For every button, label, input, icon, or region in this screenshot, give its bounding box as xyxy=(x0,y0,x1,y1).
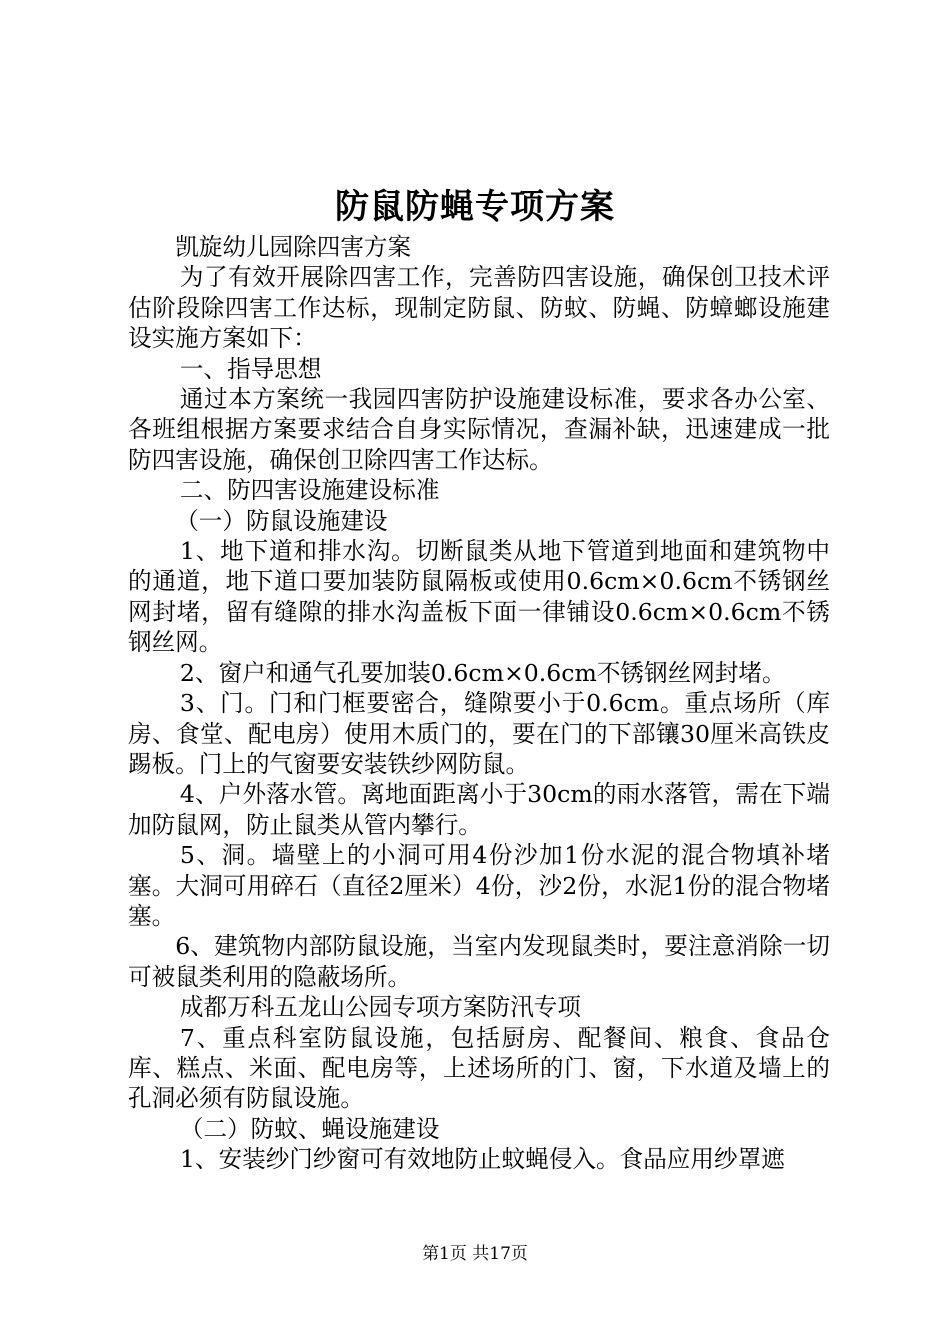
paragraph-item-key-rooms: 7、重点科室防鼠设施，包括厨房、配餐间、粮食、食品仓库、糕点、米面、配电房等，上述场所的门、窗，下水道及墙上的孔洞必须有防鼠设施。 xyxy=(128,1023,830,1113)
heading-rodent-proof-facilities: （一）防鼠设施建设 xyxy=(175,506,388,535)
heading-mosquito-fly-facilities: （二）防蚊、蝇设施建设 xyxy=(179,1114,440,1143)
paragraph-guiding-ideology: 通过本方案统一我园四害防护设施建设标准，要求各办公室、各班组根据方案要求结合自身实际情况，查漏补缺，迅速建成一批防四害设施，确保创卫除四害工作达标。 xyxy=(128,385,830,474)
paragraph-item-screens: 1、安装纱门纱窗可有效地防止蚊蝇侵入。食品应用纱罩遮 xyxy=(179,1145,785,1174)
heading-construction-standards: 二、防四害设施建设标准 xyxy=(179,476,440,505)
paragraph-org-plan-title: 凯旋幼儿园除四害方案 xyxy=(175,233,412,261)
document-title: 防鼠防蝇专项方案 xyxy=(335,187,615,227)
paragraph-item-windows: 2、窗户和通气孔要加装0.6cm×0.6cm不锈钢丝网封堵。 xyxy=(179,658,786,687)
paragraph-item-doors: 3、门。门和门框要密合，缝隙要小于0.6cm。重点场所（库房、食堂、配电房）使用木质门的，要在门的下部镶30厘米高铁皮踢板。门上的气窗要安装铁纱网防鼠。 xyxy=(128,689,830,778)
paragraph-intro: 为了有效开展除四害工作，完善防四害设施，确保创卫技术评估阶段除四害工作达标，现制定防鼠、防蚊、防蝇、防蟑螂设施建设实施方案如下： xyxy=(128,263,830,353)
paragraph-item-underground: 1、地下道和排水沟。切断鼠类从地下管道到地面和建筑物中的通道，地下道口要加装防鼠隔板或使用0.6cm×0.6cm不锈钢丝网封堵，留有缝隙的排水沟盖板下面一律铺设0.6cm×0.6cm不锈钢丝网。 xyxy=(128,537,830,657)
paragraph-item-holes: 5、洞。墙壁上的小洞可用4份沙加1份水泥的混合物填补堵塞。大洞可用碎石（直径2厘米）4份，沙2份，水泥1份的混合物堵塞。 xyxy=(128,841,830,930)
paragraph-inserted-line: 成都万科五龙山公园专项方案防汛专项 xyxy=(179,993,581,1022)
page-footer: 第1页 共17页 xyxy=(422,1244,528,1264)
heading-guiding-ideology: 一、指导思想 xyxy=(179,354,322,383)
paragraph-item-interior: 6、建筑物内部防鼠设施，当室内发现鼠类时，要注意消除一切可被鼠类利用的隐蔽场所。 xyxy=(128,932,830,991)
paragraph-item-downpipes: 4、户外落水管。离地面距离小于30cm的雨水落管，需在下端加防鼠网，防止鼠类从管内攀行。 xyxy=(128,780,830,839)
document-body xyxy=(128,232,830,1175)
